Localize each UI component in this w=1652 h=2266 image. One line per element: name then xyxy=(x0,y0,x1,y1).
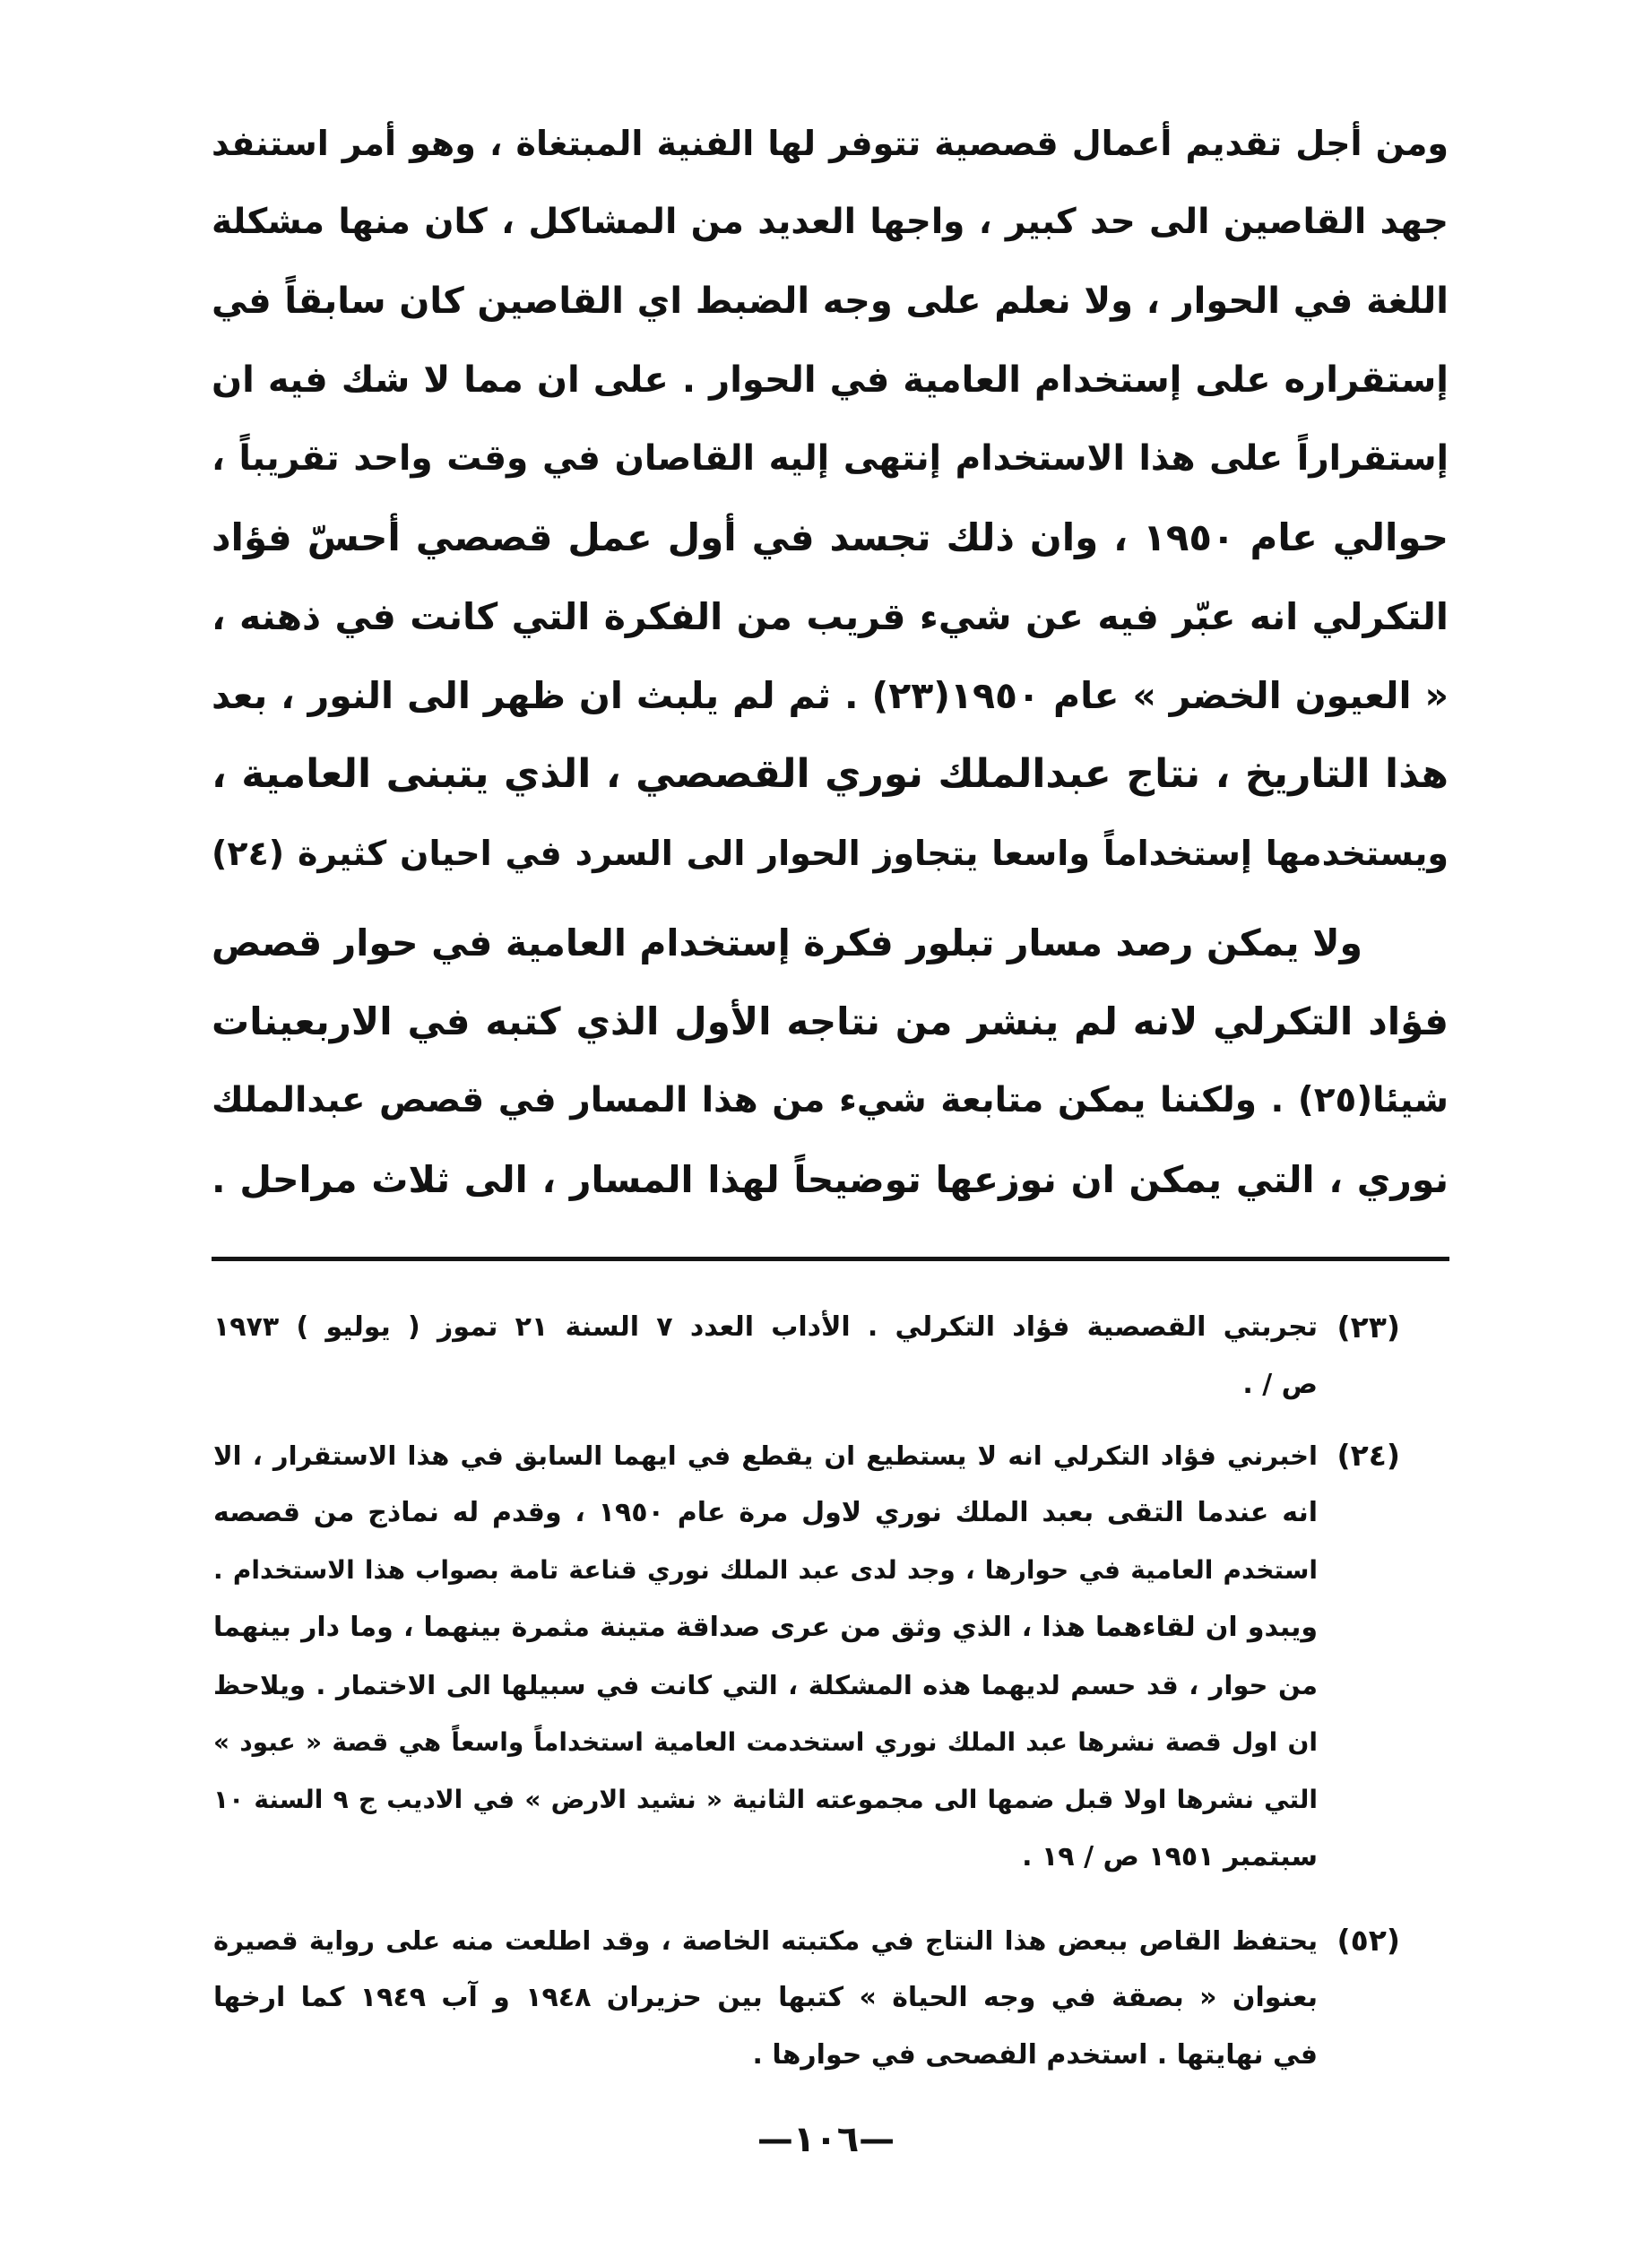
body-line: إستقراره على إستخدام العامية في الحوار . على ان مما لا شك فيه ان xyxy=(212,359,1449,401)
footnote-text xyxy=(213,1299,1318,1414)
footnote-text xyxy=(213,1427,1318,1886)
body-line: اللغة في الحوار ، ولا نعلم على وجه الضبط اي القاصين كان سابقاً في xyxy=(212,281,1449,322)
body-line: التكرلي انه عبّر فيه عن شيء قريب من الفكرة التي كانت في ذهنه ، xyxy=(212,595,1449,638)
body-line: هذا التاريخ ، نتاج عبدالملك نوري القصصي ، الذي يتبنى العامية ، xyxy=(212,751,1449,797)
body-line: « العيون الخضر » عام ١٩٥٠(٢٣) . ثم لم يلبث ان ظهر الى النور ، بعد xyxy=(212,674,1449,717)
footnote-line: سبتمبر ١٩٥١ ص / ١٩ . xyxy=(1022,1841,1318,1872)
body-line: حوالي عام ١٩٥٠ ، وان ذلك تجسد في أول عمل قصصي أحسّ فؤاد xyxy=(212,515,1449,559)
body-line: ويستخدمها إستخداماً واسعا يتجاوز الحوار الى السرد في احيان كثيرة (٢٤) xyxy=(212,834,1449,873)
footnote-line: ص / . xyxy=(1242,1369,1318,1400)
body-line: فؤاد التكرلي لانه لم ينشر من نتاجه الأول الذي كتبه في الاربعينات xyxy=(212,999,1449,1043)
footnote-line: بعنوان « بصقة في وجه الحياة » كتبها بين حزيران ١٩٤٨ و آب ١٩٤٩ كما ارخها xyxy=(213,1982,1318,2013)
footnote-line: ويبدو ان لقاءهما هذا ، الذي وثق من عرى صداقة متينة مثمرة بينهما ، وما دار بينهما xyxy=(213,1612,1318,1643)
footnote-line: في نهايتها . استخدم الفصحى في حوارها . xyxy=(752,2039,1318,2071)
footnote-marker: (٢٤) xyxy=(1336,1438,1400,1473)
footnote-text xyxy=(213,1912,1318,2084)
footnote-line: يحتفظ القاص ببعض هذا النتاج في مكتبته الخاصة ، وقد اطلعت منه على رواية قصيرة xyxy=(213,1925,1318,1956)
body-line: ومن أجل تقديم أعمال قصصية تتوفر لها الفنية المبتغاة ، وهو أمر استنفد xyxy=(212,124,1449,163)
body-line: شيئا(٢٥) . ولكننا يمكن متابعة شيء من هذا المسار في قصص عبدالملك xyxy=(212,1080,1449,1120)
footnote-24 xyxy=(213,1427,1400,1886)
body-line: ولا يمكن رصد مسار تبلور فكرة إستخدام العامية في حوار قصص xyxy=(212,921,1362,964)
body-paragraph-2 xyxy=(212,904,1449,1219)
footnote-25 xyxy=(213,1912,1400,2084)
footnote-line: استخدم العامية في حوارها ، وجد لدى عبد الملك نوري قناعة تامة بصواب هذا الاستخدام . xyxy=(213,1555,1318,1585)
footnote-line: اخبرني فؤاد التكرلي انه لا يستطيع ان يقطع في ايهما السابق في هذا الاستقرار ، الا xyxy=(213,1440,1318,1471)
body-line: جهد القاصين الى حد كبير ، واجها العديد من المشاكل ، كان منها مشكلة xyxy=(212,202,1449,242)
footnote-marker: (٥٢) xyxy=(1336,1923,1400,1958)
footnote-line: ان اول قصة نشرها عبد الملك نوري استخدمت العامية استخداماً واسعاً هي قصة « عبود » xyxy=(213,1727,1318,1757)
footnote-line: التي نشرها اولا قبل ضمها الى مجموعته الثانية « نشيد الارض » في الاديب ج ٩ السنة ١٠ xyxy=(213,1785,1318,1814)
footnote-23 xyxy=(213,1299,1400,1414)
footnote-line: من حوار ، قد حسم لديهما هذه المشكلة ، التي كانت في سبيلها الى الاختمار . ويلاحظ xyxy=(213,1670,1318,1700)
page-number: —١٠٦— xyxy=(757,2119,895,2160)
footnote-divider xyxy=(212,1257,1449,1261)
body-paragraph-1 xyxy=(212,104,1449,893)
footnote-line: انه عندما التقى بعبد الملك نوري لاول مرة عام ١٩٥٠ ، وقدم له نماذج من قصصه xyxy=(213,1497,1318,1528)
footnote-marker: (٢٣) xyxy=(1336,1310,1400,1345)
body-line: إستقراراً على هذا الاستخدام إنتهى إليه القاصان في وقت واحد تقريباً ، xyxy=(212,438,1449,479)
footnote-line: تجربتي القصصية فؤاد التكرلي . الأداب العدد ٧ السنة ٢١ تموز ( يوليو ) ١٩٧٣ xyxy=(213,1311,1318,1343)
body-line: نوري ، التي يمكن ان نوزعها توضيحاً لهذا المسار ، الى ثلاث مراحل . xyxy=(212,1158,1449,1201)
